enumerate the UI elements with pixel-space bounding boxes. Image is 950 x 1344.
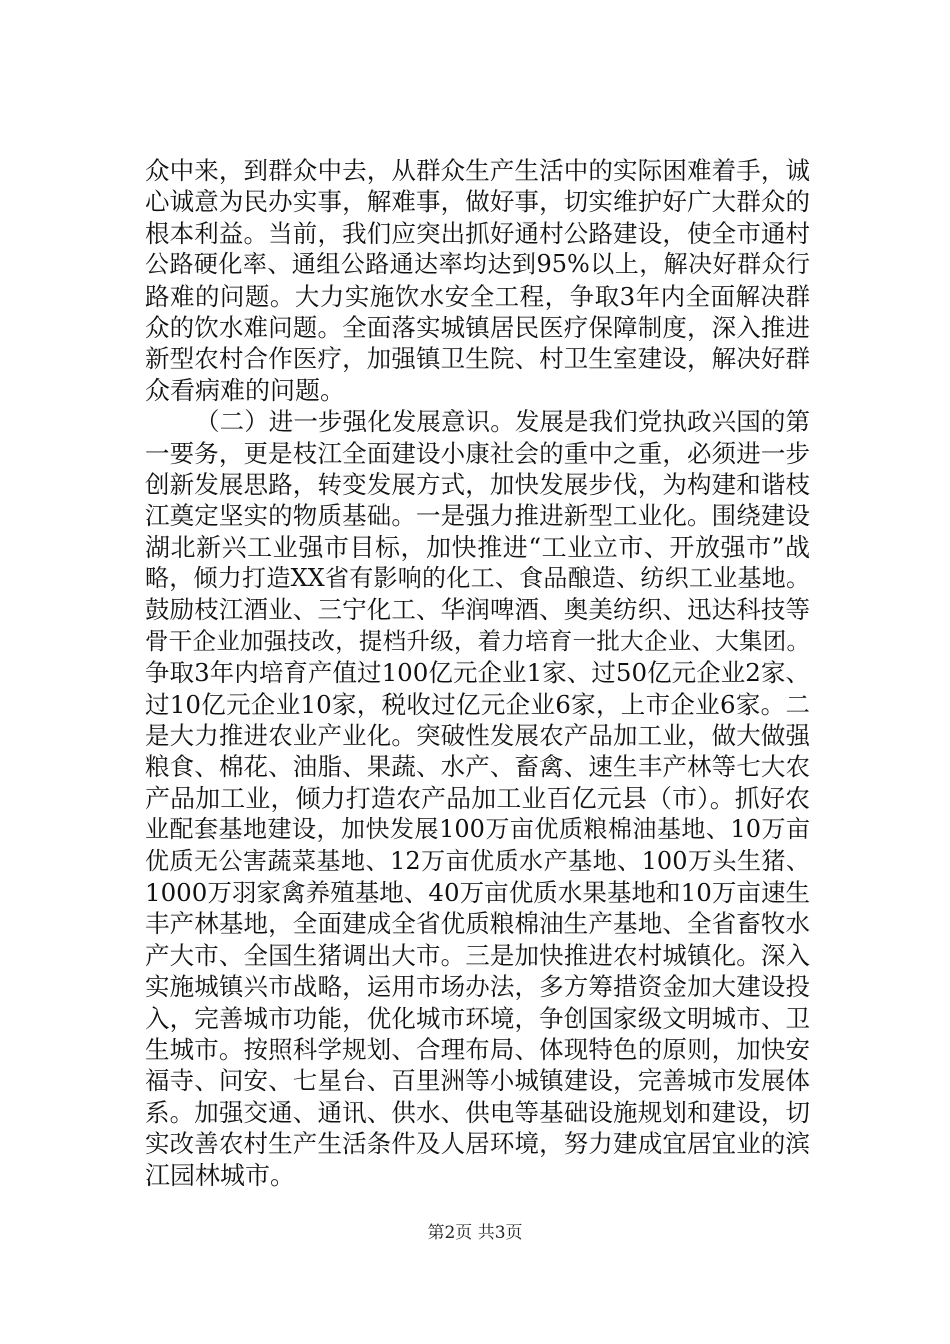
text-line: 优质无公害蔬菜基地、12万亩优质水产基地、100万头生猪、 [145,846,810,875]
text-line: 新型农村合作医疗，加强镇卫生院、村卫生室建设，解决好群 [145,344,810,374]
text-line: 实改善农村生产生活条件及人居环境，努力建成宜居宜业的滨 [145,1129,810,1159]
text-line: 争取3年内培育产值过100亿元企业1家、过50亿元企业2家、 [145,658,810,688]
text-line: 系。加强交通、通讯、供水、供电等基础设施规划和建设，切 [145,1097,810,1127]
page-number-label: 第2页 共3页 [427,1223,523,1243]
page-footer [0,1218,950,1243]
text-line: 鼓励枝江酒业、三宁化工、华润啤酒、奥美纺织、迅达科技等 [145,595,810,625]
paragraph-start-line: （二）进一步强化发展意识。发展是我们党执政兴国的第 [195,407,810,437]
text-line: 粮食、棉花、油脂、果蔬、水产、畜禽、速生丰产林等七大农 [145,752,810,782]
text-line: 是大力推进农业产业化。突破性发展农产品加工业，做大做强 [145,721,810,751]
text-line: 产大市、全国生猪调出大市。三是加快推进农村城镇化。深入 [145,940,810,970]
text-line: 福寺、问安、七星台、百里洲等小城镇建设，完善城市发展体 [145,1066,810,1096]
text-line: 创新发展思路，转变发展方式，加快发展步伐，为构建和谐枝 [145,469,810,499]
text-line: 过10亿元企业10家，税收过亿元企业6家，上市企业6家。二 [145,689,810,719]
text-line: 实施城镇兴市战略，运用市场办法，多方筹措资金加大建设投 [145,972,810,1002]
text-line: 丰产林基地，全面建成全省优质粮棉油生产基地、全省畜牧水 [145,909,810,939]
text-line: 众看病难的问题。 [145,375,346,405]
document-body [145,155,810,1191]
text-line: 众中来，到群众中去，从群众生产生活中的实际困难着手，诚 [145,156,810,185]
text-line: 入，完善城市功能，优化城市环境，争创国家级文明城市、卫 [145,1003,810,1033]
text-line: 心诚意为民办实事，解难事，做好事，切实维护好广大群众的 [145,187,810,217]
text-line: 根本利益。当前，我们应突出抓好通村公路建设，使全市通村 [145,218,810,248]
text-line: 略，倾力打造XX省有影响的化工、食品酿造、纺织工业基地。 [145,564,810,593]
text-line: 生城市。按照科学规划、合理布局、体现特色的原则，加快安 [145,1034,810,1064]
text-line: 江奠定坚实的物质基础。一是强力推进新型工业化。围绕建设 [145,501,810,531]
text-line: 产品加工业，倾力打造农产品加工业百亿元县（市）。抓好农 [145,783,810,813]
text-line: 江园林城市。 [145,1160,296,1190]
text-line: 业配套基地建设，加快发展100万亩优质粮棉油基地、10万亩 [145,815,810,844]
text-line: 众的饮水难问题。全面落实城镇居民医疗保障制度，深入推进 [145,312,810,342]
text-line: 一要务，更是枝江全面建设小康社会的重中之重，必须进一步 [145,438,810,468]
text-line: 1000万羽家禽养殖基地、40万亩优质水果基地和10万亩速生 [145,877,810,907]
text-line: 湖北新兴工业强市目标，加快推进“工业立市、开放强市”战 [145,532,810,562]
text-line: 骨干企业加强技改，提档升级，着力培育一批大企业、大集团。 [145,626,810,655]
text-line: 路难的问题。大力实施饮水安全工程，争取3年内全面解决群 [145,281,810,311]
text-line: 公路硬化率、通组公路通达率均达到95%以上，解决好群众行 [145,250,810,279]
